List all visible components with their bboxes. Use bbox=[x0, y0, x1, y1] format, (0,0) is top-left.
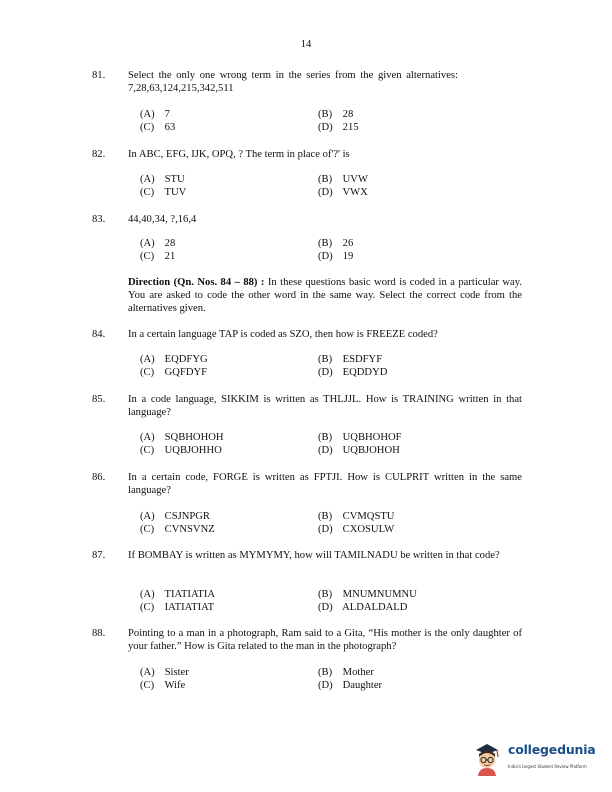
option-c[interactable]: (C) CVNSVNZ bbox=[140, 524, 215, 535]
option-a[interactable]: (A) 7 bbox=[140, 109, 170, 120]
option-b[interactable]: (B) 26 bbox=[318, 238, 354, 249]
option-d[interactable]: (D) VWX bbox=[318, 187, 368, 198]
brand-name: collegedunia bbox=[508, 742, 596, 757]
question-83 bbox=[92, 213, 522, 226]
option-a[interactable]: (A) 28 bbox=[140, 238, 176, 249]
question-number: 81. bbox=[92, 70, 106, 81]
question-number: 88. bbox=[92, 628, 106, 639]
question-text: In a code language, SIKKIM is written as THLJJL. How is TRAINING written in that language? bbox=[128, 394, 522, 418]
option-a[interactable]: (A) STU bbox=[140, 174, 185, 185]
option-a[interactable]: (A) EQDFYG bbox=[140, 354, 208, 365]
question-number: 84. bbox=[92, 329, 106, 340]
question-84 bbox=[92, 328, 522, 341]
option-a[interactable]: (A) CSJNPGR bbox=[140, 511, 210, 522]
option-c[interactable]: (C) GQFDYF bbox=[140, 367, 208, 378]
direction-heading: Direction (Qn. Nos. 84 – 88) : bbox=[128, 277, 265, 288]
question-text: Pointing to a man in a photograph, Ram said to a Gita, “His mother is the only daughter of your father.” How is Gita related to the man in the photograph? bbox=[128, 628, 522, 652]
direction-block bbox=[128, 276, 522, 315]
option-a[interactable]: (A) Sister bbox=[140, 667, 189, 678]
option-c[interactable]: (C) 63 bbox=[140, 122, 176, 133]
question-number: 83. bbox=[92, 214, 106, 225]
mascot-icon bbox=[470, 740, 504, 776]
option-a[interactable]: (A) TIATIATIA bbox=[140, 589, 216, 600]
option-d[interactable]: (D) ALDALDALD bbox=[318, 602, 408, 613]
question-number: 86. bbox=[92, 472, 106, 483]
option-d[interactable]: (D) EQDDYD bbox=[318, 367, 388, 378]
option-c[interactable]: (C) TUV bbox=[140, 187, 187, 198]
page-number: 14 bbox=[300, 39, 312, 50]
collegedunia-logo[interactable] bbox=[470, 740, 596, 776]
direction-text: In these questions basic word is coded in a particular way. You are asked to code the other word in the same way. Select the correct code from the alternatives given. bbox=[128, 277, 522, 314]
question-text: In ABC, EFG, IJK, OPQ, ? The term in place of'?' is bbox=[128, 149, 350, 160]
option-b[interactable]: (B) UVW bbox=[318, 174, 368, 185]
option-c[interactable]: (C) 21 bbox=[140, 251, 176, 262]
option-b[interactable]: (B) Mother bbox=[318, 667, 374, 678]
option-d[interactable]: (D) Daughter bbox=[318, 680, 383, 691]
option-a[interactable]: (A) SQBHOHOH bbox=[140, 432, 224, 443]
option-d[interactable]: (D) CXOSULW bbox=[318, 524, 395, 535]
option-b[interactable]: (B) ESDFYF bbox=[318, 354, 383, 365]
option-d[interactable]: (D) 19 bbox=[318, 251, 354, 262]
question-82 bbox=[92, 148, 522, 161]
question-text: Select the only one wrong term in the series from the given alternatives: 7,28,63,124,215,342,511 bbox=[128, 70, 458, 94]
question-85 bbox=[92, 393, 522, 419]
option-c[interactable]: (C) UQBJOHHO bbox=[140, 445, 222, 456]
question-text: In a certain language TAP is coded as SZO, then how is FREEZE coded? bbox=[128, 329, 438, 340]
option-b[interactable]: (B) UQBHOHOF bbox=[318, 432, 402, 443]
brand-tagline: India's largest Student Review Platform bbox=[508, 764, 587, 769]
option-b[interactable]: (B) MNUMNUMNU bbox=[318, 589, 417, 600]
question-88 bbox=[92, 627, 522, 653]
question-text: If BOMBAY is written as MYMYMY, how will TAMILNADU be written in that code? bbox=[128, 550, 500, 561]
option-d[interactable]: (D) UQBJOHOH bbox=[318, 445, 400, 456]
option-c[interactable]: (C) IATIATIAT bbox=[140, 602, 215, 613]
question-number: 82. bbox=[92, 149, 106, 160]
option-d[interactable]: (D) 215 bbox=[318, 122, 359, 133]
question-number: 85. bbox=[92, 394, 106, 405]
question-86 bbox=[92, 471, 522, 497]
question-text: 44,40,34, ?,16,4 bbox=[128, 214, 197, 225]
option-c[interactable]: (C) Wife bbox=[140, 680, 186, 691]
question-text: In a certain code, FORGE is written as FPTJI. How is CULPRIT written in the same language? bbox=[128, 472, 522, 496]
option-b[interactable]: (B) 28 bbox=[318, 109, 354, 120]
question-number: 87. bbox=[92, 550, 106, 561]
question-81 bbox=[92, 69, 522, 95]
option-b[interactable]: (B) CVMQSTU bbox=[318, 511, 395, 522]
question-87 bbox=[92, 549, 522, 562]
